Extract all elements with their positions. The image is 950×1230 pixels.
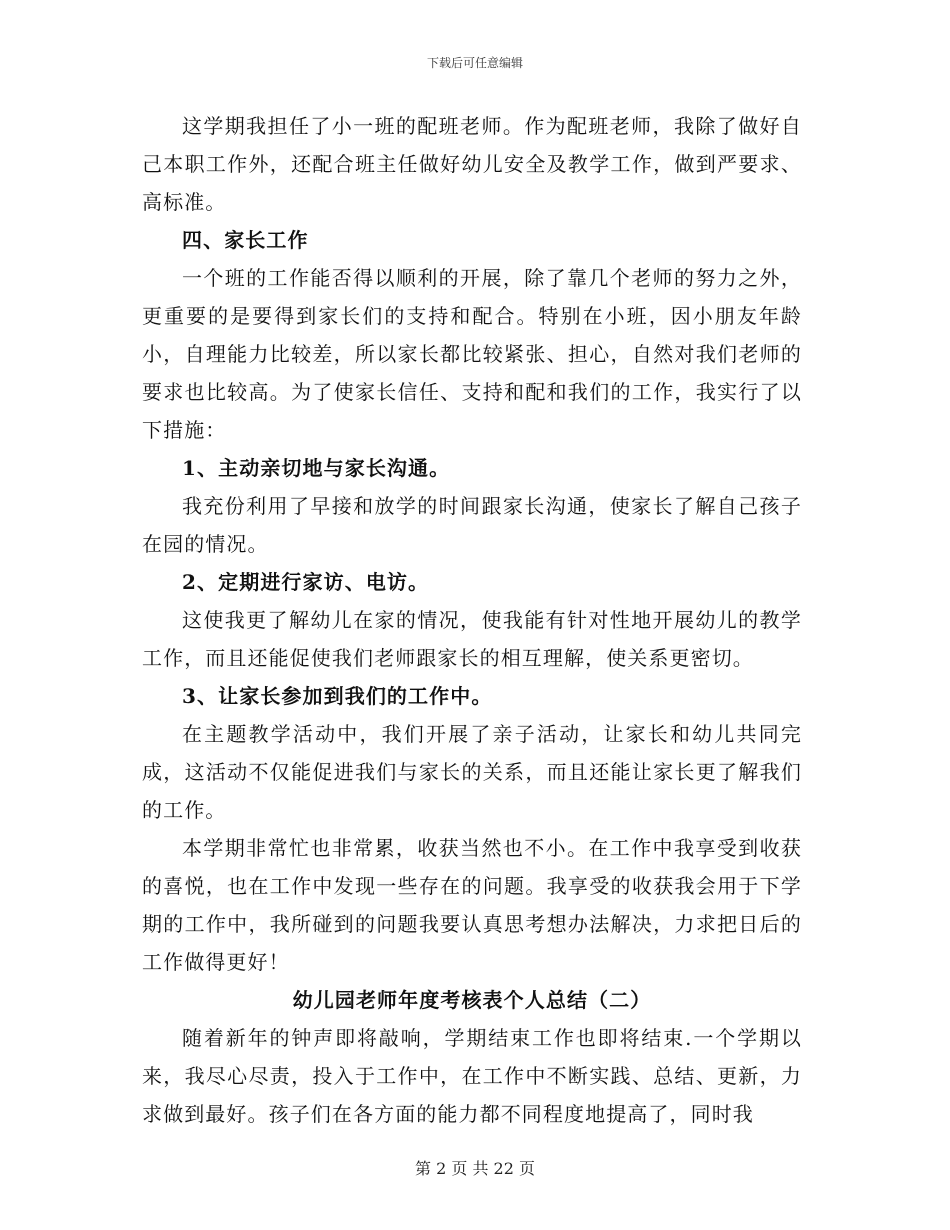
document-title: 幼儿园老师年度考核表个人总结（二） (292, 988, 652, 1012)
subheading: 2、定期进行家访、电访。 (182, 570, 430, 594)
paragraph: 我充份利用了早接和放学的时间跟家长沟通，使家长了解自己孩子在园的情况。 (142, 494, 802, 556)
page-number: 第 2 页 共 22 页 (415, 1159, 535, 1178)
subheading: 1、主动亲切地与家长沟通。 (182, 456, 451, 480)
subheading: 3、让家长参加到我们的工作中。 (182, 684, 493, 708)
paragraph: 这学期我担任了小一班的配班老师。作为配班老师，我除了做好自己本职工作外，还配合班主任做好幼儿安全及教学工作，做到严要求、高标准。 (142, 114, 802, 214)
section-heading: 四、家长工作 (182, 228, 309, 252)
paragraph: 这使我更了解幼儿在家的情况，使我能有针对性地开展幼儿的教学工作，而且还能促使我们老师跟家长的相互理解，使关系更密切。 (142, 608, 802, 670)
paragraph: 随着新年的钟声即将敲响，学期结束工作也即将结束.一个学期以来，我尽心尽责，投入于工作中，在工作中不断实践、总结、更新，力求做到最好。孩子们在各方面的能力都不同程度地提高了，同时我 (142, 1026, 802, 1126)
header-note: 下载后可任意编辑 (426, 56, 523, 70)
document-body (142, 107, 802, 1133)
paragraph: 一个班的工作能否得以顺利的开展，除了靠几个老师的努力之外，更重要的是要得到家长们的支持和配合。特别在小班，因小朋友年龄小，自理能力比较差，所以家长都比较紧张、担心，自然对我们老师的要求也比较高。为了使家长信任、支持和配和我们的工作，我实行了以下措施： (142, 266, 802, 442)
paragraph: 本学期非常忙也非常累，收获当然也不小。在工作中我享受到收获的喜悦，也在工作中发现一些存在的问题。我享受的收获我会用于下学期的工作中，我所碰到的问题我要认真思考想办法解决，力求把日后的工作做得更好！ (142, 836, 802, 974)
paragraph: 在主题教学活动中，我们开展了亲子活动，让家长和幼儿共同完成，这活动不仅能促进我们与家长的关系，而且还能让家长更了解我们的工作。 (142, 722, 802, 822)
